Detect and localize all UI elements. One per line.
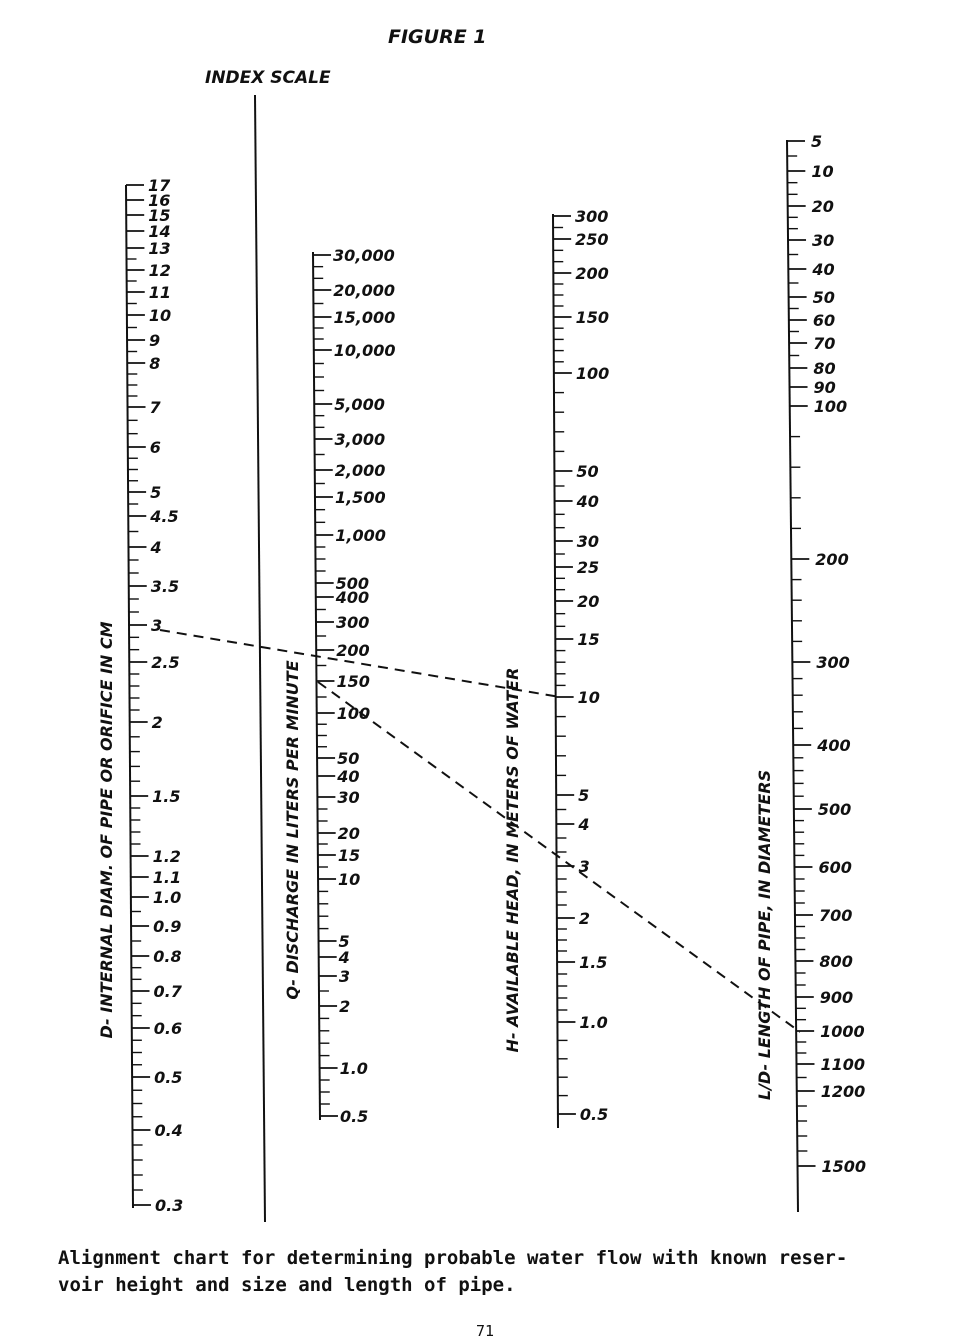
scale-h-tick-label: 40 [576,492,599,511]
scale-q-tick-label: 5,000 [334,395,385,414]
scale-d-tick-label: 14 [148,222,171,241]
scale-q-tick-label: 10 [338,870,361,889]
scale-ld-tick-label: 20 [811,197,834,216]
scale-ld [755,132,866,1212]
scale-ld-tick-label: 60 [812,311,836,330]
scale-h-tick-label: 50 [576,462,599,481]
scale-ld-tick-label: 50 [812,288,835,307]
scale-ld-tick-label: 1100 [820,1055,866,1074]
scale-d-tick-label: 2.5 [151,653,180,672]
scale-ld-tick-label: 1000 [820,1022,865,1041]
page-number: 71 [476,1322,495,1340]
scale-h-tick-label: 3 [578,857,590,876]
scale-d-tick-label: 0.5 [154,1068,183,1087]
scale-ld-tick-label: 300 [816,653,850,672]
scale-d-tick-label: 15 [148,206,171,225]
scale-d-tick-label: 7 [149,398,161,417]
scales-group [97,132,866,1215]
scale-q [283,246,396,1126]
scale-ld-tick-label: 500 [817,800,852,819]
scale-ld-tick-label: 40 [812,260,835,279]
scale-ld-tick-label: 5 [811,132,823,151]
scale-h-title: H- AVAILABLE HEAD, IN METERS OF WATER [503,667,522,1053]
scale-d-tick-label: 9 [149,331,161,350]
scale-d-tick-label: 4 [150,538,162,557]
scale-q-tick-label: 2,000 [334,461,386,480]
scale-q-tick-label: 20 [337,824,360,843]
example-key-lines [160,630,800,1032]
scale-q-tick-label: 3 [338,967,350,986]
scale-d-axis [126,185,133,1208]
scale-h-tick-label: 5 [578,786,590,805]
scale-ld-tick-label: 80 [813,359,836,378]
scale-q-tick-label: 1,500 [334,488,386,507]
caption-line-1: Alignment chart for determining probable water flow with known reser- [58,1247,848,1269]
scale-h-tick-label: 1.5 [579,953,608,972]
scale-q-tick-label: 40 [337,767,360,786]
scale-q-tick-label: 500 [335,574,370,593]
scale-q-tick-label: 100 [336,704,371,723]
scale-h-tick-label: 300 [575,207,609,226]
scale-d-tick-label: 5 [150,483,162,502]
scale-q-tick-label: 15,000 [333,308,396,327]
scale-q-tick-label: 1,000 [335,526,386,545]
scale-q-tick-label: 3,000 [334,430,386,449]
scale-d [97,176,183,1215]
scale-h-tick-label: 10 [577,688,600,707]
scale-q-tick-label: 400 [335,588,370,607]
scale-h-tick-label: 150 [575,308,609,327]
scale-h [503,207,609,1128]
scale-q-tick-label: 20,000 [333,281,396,300]
scale-d-tick-label: 4.5 [150,507,179,526]
scale-d-tick-label: 13 [148,239,171,258]
scale-d-tick-label: 1.0 [152,888,182,907]
scale-d-tick-label: 11 [148,283,171,302]
scale-h-tick-label: 2 [578,909,590,928]
scale-q-tick-label: 15 [337,846,361,865]
caption-line-2: voir height and size and length of pipe. [58,1274,516,1296]
scale-ld-axis [787,140,798,1212]
scale-d-tick-label: 10 [148,306,172,325]
key-line-q-to-ld [318,682,800,1032]
scale-d-tick-label: 6 [149,438,161,457]
scale-d-tick-label: 0.7 [153,982,182,1001]
scale-q-tick-label: 150 [336,672,370,691]
scale-ld-tick-label: 800 [819,952,853,971]
scale-d-tick-label: 0.6 [153,1019,183,1038]
scale-ld-tick-label: 1500 [821,1157,867,1176]
scale-d-tick-label: 1.5 [152,787,181,806]
scale-q-tick-label: 5 [338,932,350,951]
scale-h-tick-label: 15 [577,630,600,649]
scale-h-tick-label: 1.0 [579,1013,608,1032]
scale-q-title: Q- DISCHARGE IN LITERS PER MINUTE [283,660,302,1000]
scale-q-tick-label: 10,000 [333,341,396,360]
scale-ld-title: L/D- LENGTH OF PIPE, IN DIAMETERS [755,769,774,1101]
scale-h-tick-label: 20 [577,592,600,611]
scale-d-title: D- INTERNAL DIAM. OF PIPE OR ORIFICE IN CM [97,621,116,1039]
scale-ld-tick-label: 600 [818,858,852,877]
scale-d-tick-label: 1.2 [152,847,181,866]
scale-ld-tick-label: 700 [818,906,853,925]
scale-q-tick-label: 0.5 [339,1107,369,1126]
scale-q-tick-label: 200 [336,641,370,660]
scale-d-tick-label: 0.3 [154,1196,184,1215]
scale-d-tick-label: 16 [148,191,171,210]
scale-h-tick-label: 100 [575,364,610,383]
scale-ld-tick-label: 200 [815,550,849,569]
scale-q-tick-label: 1.0 [339,1059,368,1078]
scale-h-tick-label: 4 [578,815,590,834]
scale-q-tick-label: 30,000 [333,246,395,265]
scale-d-tick-label: 2 [151,713,163,732]
scale-q-tick-label: 30 [337,788,360,807]
scale-ld-tick-label: 900 [819,988,854,1007]
figure-caption [58,1245,938,1299]
scale-ld-tick-label: 10 [811,162,834,181]
scale-d-tick-label: 12 [148,261,171,280]
scale-h-tick-label: 25 [576,558,600,577]
scale-q-tick-label: 2 [339,997,351,1016]
scale-d-tick-label: 17 [148,176,171,195]
scale-q-tick-label: 300 [335,613,370,632]
scale-ld-tick-label: 90 [813,378,836,397]
scale-d-tick-label: 0.4 [154,1121,183,1140]
scale-d-tick-label: 3 [151,616,163,635]
scale-h-tick-label: 200 [575,264,609,283]
scale-ld-tick-label: 100 [813,397,848,416]
scale-d-tick-label: 3.5 [150,577,180,596]
scale-q-tick-label: 50 [337,749,360,768]
scale-h-tick-label: 250 [575,230,609,249]
index-scale-axis [255,95,265,1222]
figure-title: FIGURE 1 [388,26,487,48]
scale-ld-tick-label: 70 [813,334,836,353]
scale-ld-tick-label: 1200 [820,1082,866,1101]
scale-h-tick-label: 0.5 [579,1105,609,1124]
scale-d-tick-label: 8 [149,354,161,373]
scale-ld-tick-label: 30 [812,231,835,250]
scale-q-axis [313,252,320,1120]
scale-d-tick-label: 0.8 [153,947,182,966]
index-scale-label: INDEX SCALE [205,68,331,88]
scale-ld-tick-label: 400 [817,736,851,755]
scale-d-tick-label: 1.1 [152,868,182,887]
scale-h-tick-label: 30 [576,532,600,551]
scale-q-tick-label: 4 [338,948,350,967]
scale-d-tick-label: 0.9 [153,917,182,936]
